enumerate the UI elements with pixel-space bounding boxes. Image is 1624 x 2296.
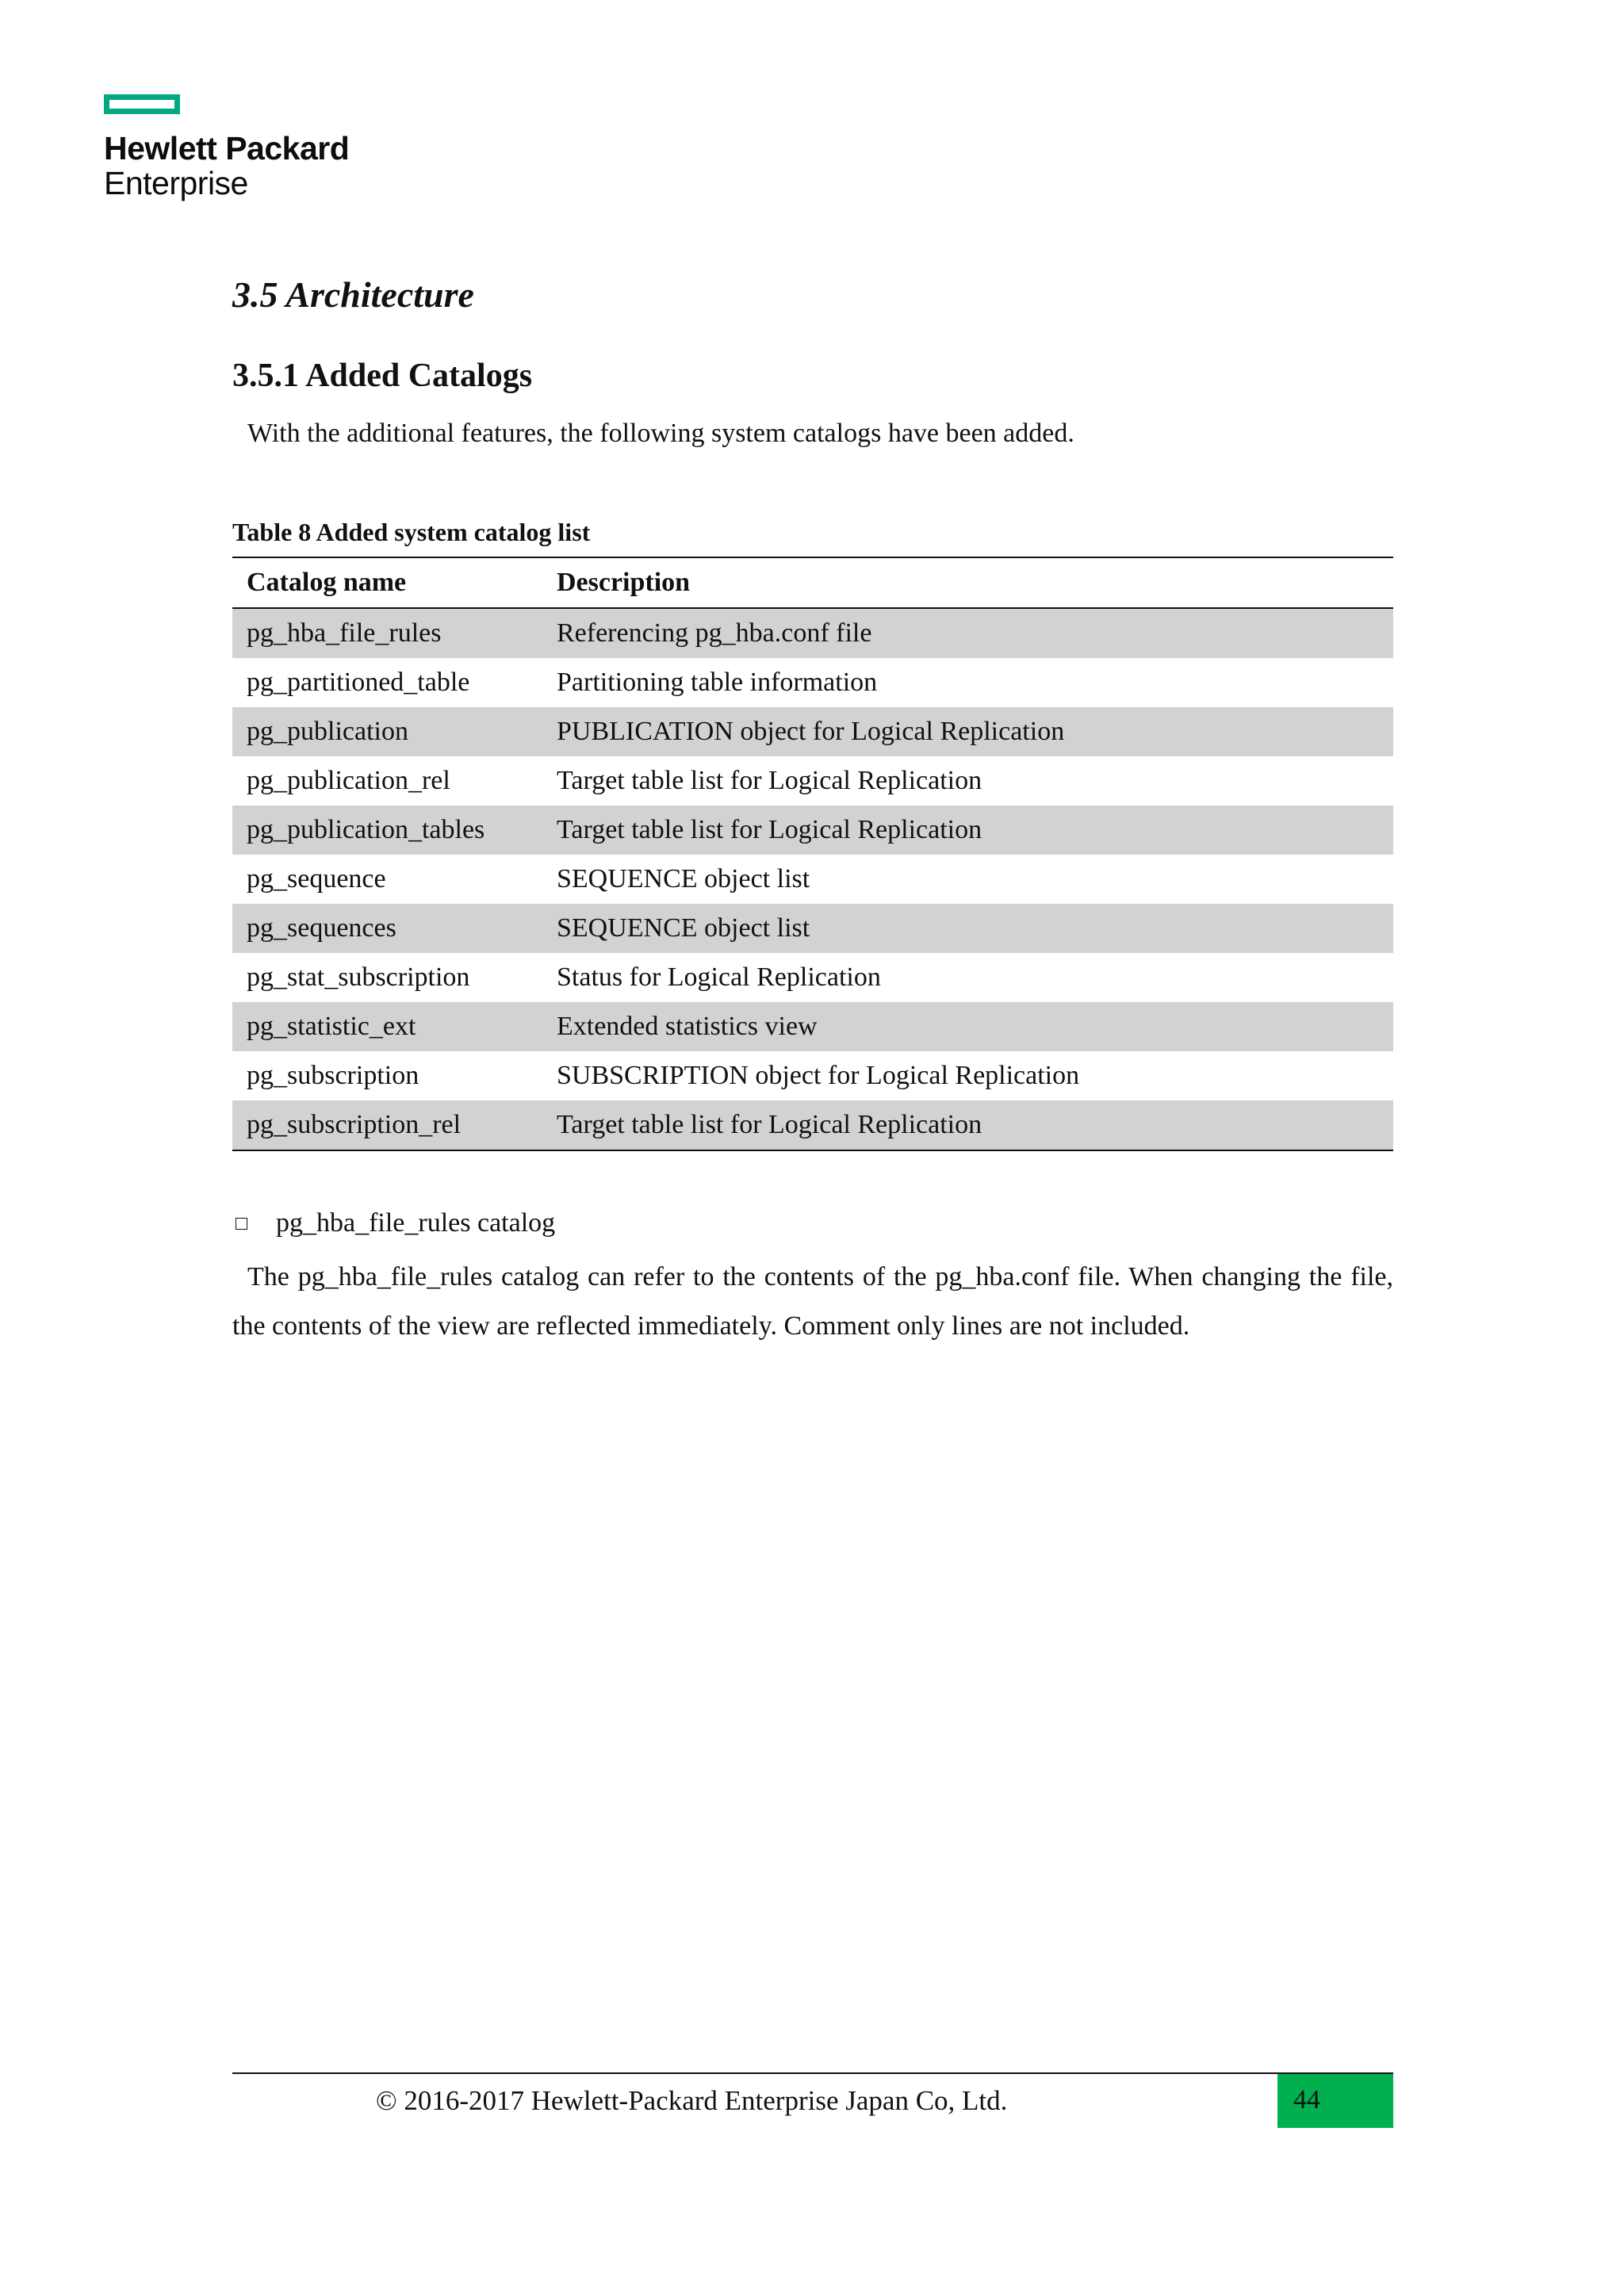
table-row xyxy=(232,707,1393,756)
catalog-name-cell: pg_statistic_ext xyxy=(232,1002,542,1051)
description-cell: SUBSCRIPTION object for Logical Replication xyxy=(557,1061,1080,1090)
page-number-box xyxy=(1277,2074,1393,2128)
catalog-name-cell: pg_stat_subscription xyxy=(247,962,470,992)
table-row xyxy=(232,756,1393,806)
table-row xyxy=(232,953,1393,1002)
square-bullet-icon xyxy=(236,1218,247,1230)
description-cell: Referencing pg_hba.conf file xyxy=(542,608,1393,658)
catalog-name-cell: pg_publication_tables xyxy=(232,806,542,855)
description-cell: Target table list for Logical Replication xyxy=(542,806,1393,855)
description-paragraph xyxy=(232,1253,1393,1351)
catalog-name-cell: pg_publication_rel xyxy=(247,766,450,795)
section-title: 3.5 Architecture xyxy=(232,274,474,315)
description-cell: Partitioning table information xyxy=(557,668,878,697)
catalog-name-cell: pg_subscription_rel xyxy=(232,1100,542,1150)
logo-line2: Enterprise xyxy=(104,165,248,201)
subsection-title: 3.5.1 Added Catalogs xyxy=(232,358,533,394)
table-header-row xyxy=(232,557,1393,608)
intro-text: With the additional features, the following system catalogs have been added. xyxy=(247,419,1074,448)
paragraph-text: The pg_hba_file_rules catalog can refer to the contents of the pg_hba.conf file. When changing the file, the contents of the view are reflected immediately. Comment only lines are not included. xyxy=(232,1262,1393,1341)
catalog-name-cell: pg_hba_file_rules xyxy=(232,608,542,658)
description-cell: Status for Logical Replication xyxy=(557,962,881,992)
table-row xyxy=(232,1051,1393,1100)
table-row xyxy=(232,904,1393,953)
catalog-name-cell: pg_publication xyxy=(232,707,542,756)
description-cell: Target table list for Logical Replication xyxy=(542,1100,1393,1150)
logo-rectangle-icon xyxy=(104,94,180,114)
table-caption: Table 8 Added system catalog list xyxy=(232,518,591,546)
table-row xyxy=(232,658,1393,707)
logo-line1: Hewlett Packard xyxy=(104,130,350,166)
catalog-table xyxy=(232,557,1393,1151)
table-row xyxy=(232,1002,1393,1051)
description-cell: Target table list for Logical Replication xyxy=(557,766,982,795)
catalog-name-cell: pg_sequences xyxy=(232,904,542,953)
catalog-name-cell: pg_sequence xyxy=(247,864,386,894)
description-cell: Extended statistics view xyxy=(542,1002,1393,1051)
catalog-name-cell: pg_subscription xyxy=(247,1061,419,1090)
catalog-name-cell: pg_partitioned_table xyxy=(247,668,470,697)
page-number: 44 xyxy=(1293,2085,1320,2114)
footer-divider xyxy=(232,2072,1393,2074)
bullet-heading: pg_hba_file_rules catalog xyxy=(276,1208,556,1238)
table-row xyxy=(232,806,1393,855)
footer-copyright: © 2016-2017 Hewlett-Packard Enterprise Japan Co, Ltd. xyxy=(376,2085,1008,2116)
table-row xyxy=(232,855,1393,904)
column-header-description: Description xyxy=(542,557,1393,608)
table-row xyxy=(232,1100,1393,1150)
description-cell: PUBLICATION object for Logical Replication xyxy=(542,707,1393,756)
bullet-item xyxy=(232,1208,555,1238)
description-cell: SEQUENCE object list xyxy=(542,904,1393,953)
table-row xyxy=(232,608,1393,658)
description-cell: SEQUENCE object list xyxy=(557,864,810,894)
column-header-catalog-name: Catalog name xyxy=(232,557,542,608)
